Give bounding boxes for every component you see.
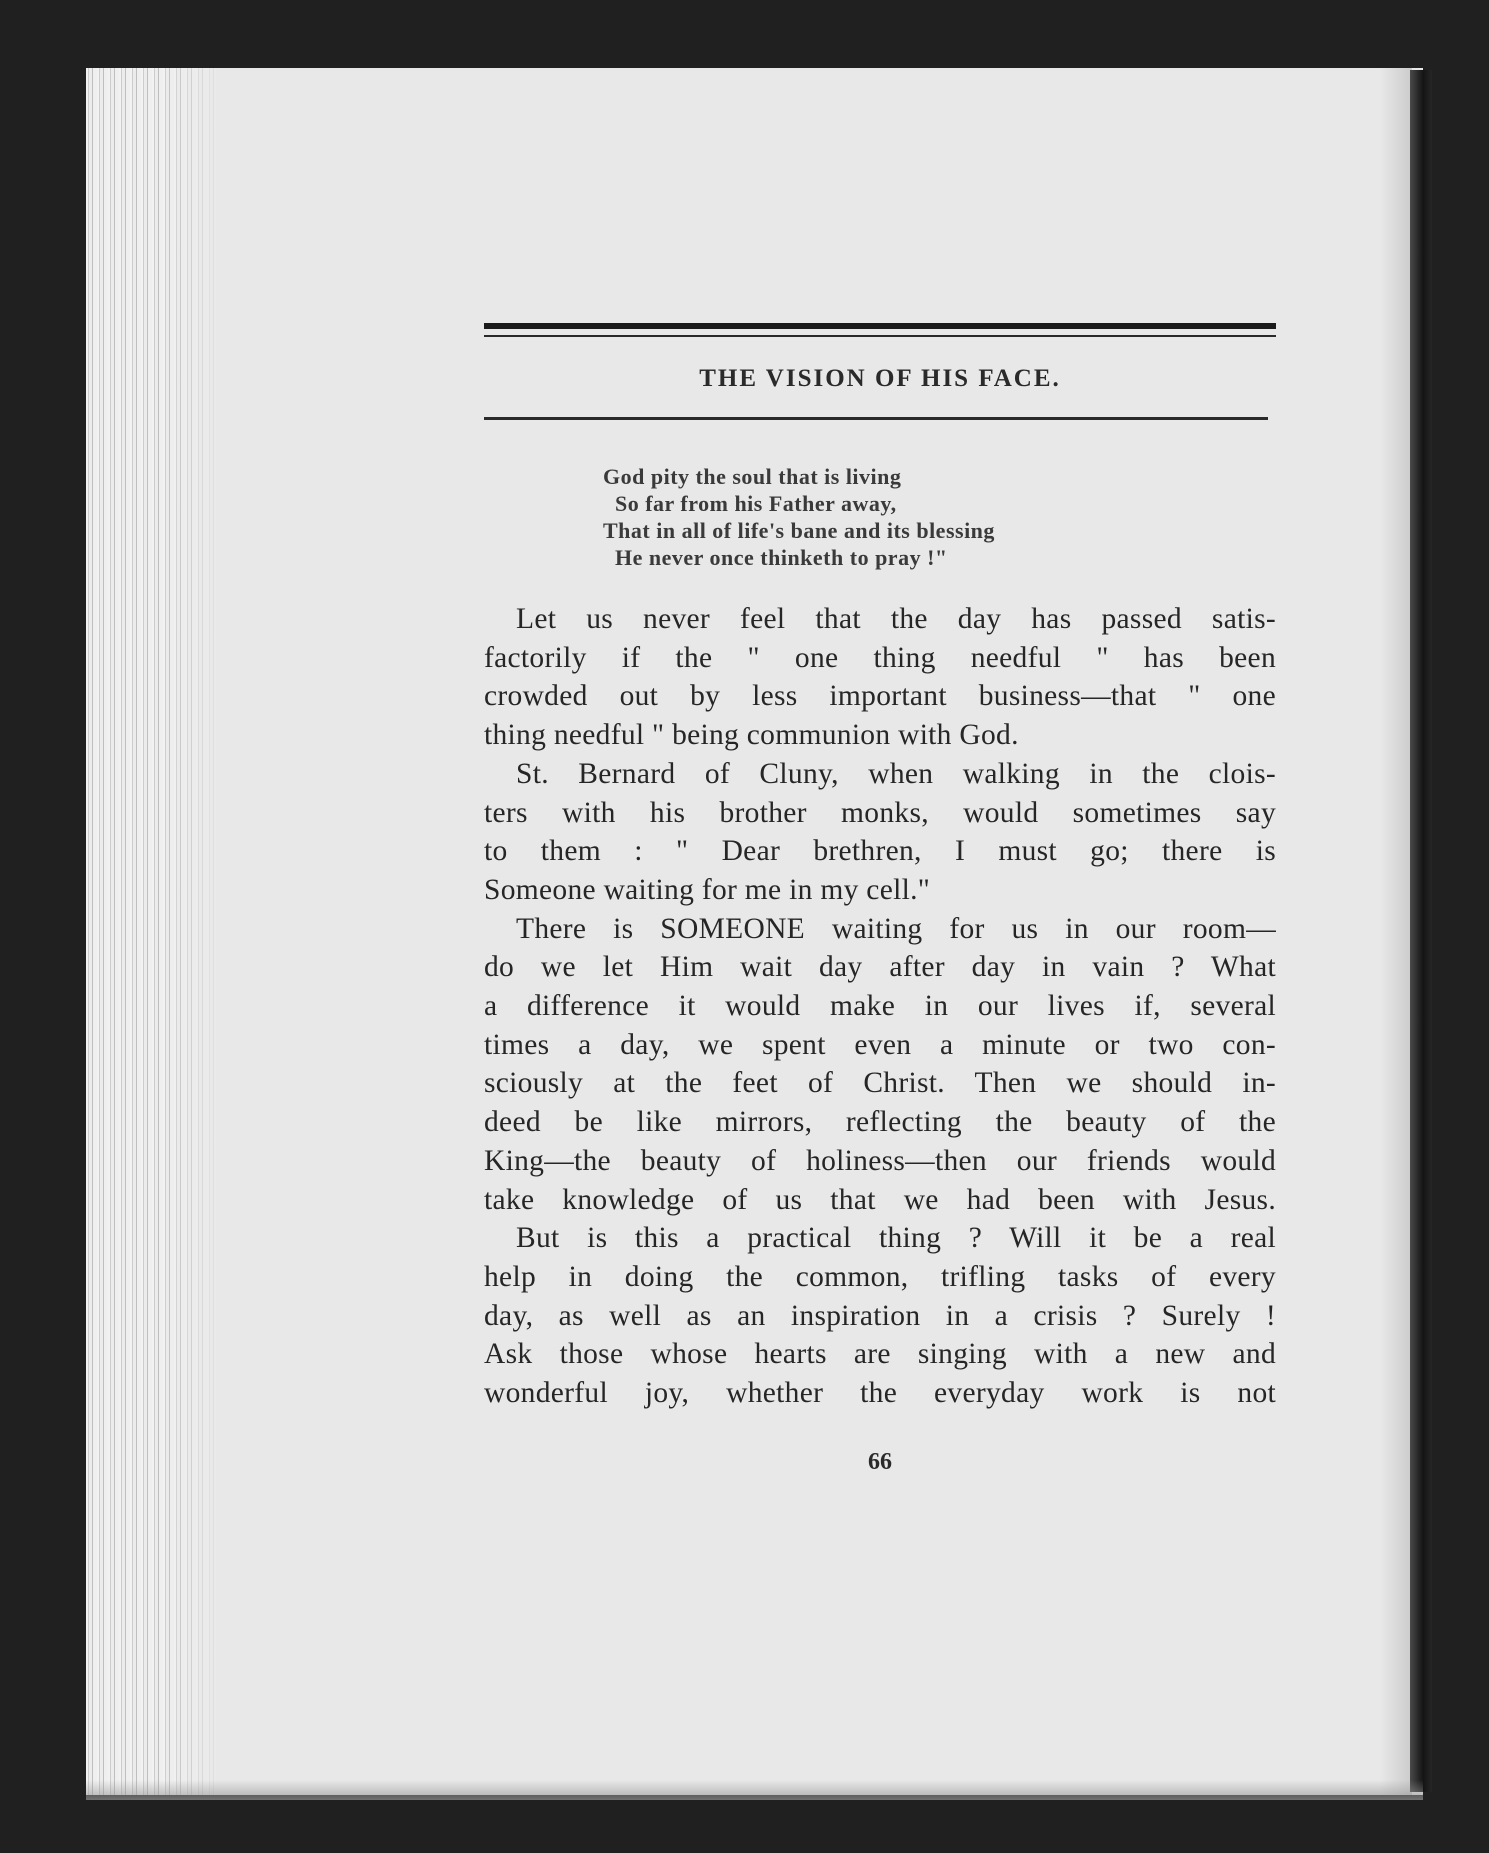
body-text	[484, 600, 1276, 1413]
verse-block	[603, 463, 1203, 571]
text-line: Someone waiting for me in my cell."	[484, 873, 931, 906]
text-line: But is this a practical thing ? Will it be a real	[516, 1222, 1276, 1255]
text-line: do we let Him wait day after day in vain ? What	[484, 951, 1276, 984]
page-edges-fade	[160, 68, 230, 1795]
text-line: factorily if the " one thing needful " has been	[484, 641, 1276, 674]
header-rule-thick	[484, 323, 1276, 329]
text-line: ters with his brother monks, would sometimes say	[484, 796, 1276, 829]
verse-line: That in all of life's bane and its blessing	[603, 518, 995, 543]
text-line: St. Bernard of Cluny, when walking in the clois-	[516, 757, 1276, 790]
header-rule-thin	[484, 335, 1276, 337]
header-rule-bottom	[484, 417, 1268, 420]
text-line: take knowledge of us that we had been with Jesus.	[484, 1183, 1276, 1216]
text-line: times a day, we spent even a minute or two con-	[484, 1028, 1276, 1061]
text-line: Ask those whose hearts are singing with a new and	[484, 1338, 1276, 1371]
page-number: 66	[868, 1449, 892, 1475]
text-line: crowded out by less important business—that " one	[484, 680, 1276, 713]
text-line: There is SOMEONE waiting for us in our room—	[516, 912, 1276, 945]
text-line: thing needful " being communion with God.	[484, 719, 1019, 752]
verse-line: He never once thinketh to pray !"	[603, 545, 948, 570]
book-spine	[1410, 70, 1432, 1792]
text-line: a difference it would make in our lives if, several	[484, 990, 1276, 1023]
text-line: wonderful joy, whether the everyday work is not	[484, 1377, 1276, 1410]
text-line: to them : " Dear brethren, I must go; there is	[484, 835, 1276, 868]
text-line: deed be like mirrors, reflecting the beauty of the	[484, 1106, 1276, 1139]
page-bottom-shadow	[86, 1780, 1423, 1800]
verse-line: God pity the soul that is living	[603, 464, 902, 489]
verse-line: So far from his Father away,	[603, 491, 897, 516]
text-line: King—the beauty of holiness—then our friends would	[484, 1144, 1276, 1177]
text-line: help in doing the common, trifling tasks of every	[484, 1260, 1276, 1293]
gutter-shadow	[1380, 68, 1412, 1795]
text-line: Let us never feel that the day has passed satis-	[516, 603, 1276, 635]
text-line: day, as well as an inspiration in a crisis ? Surely !	[484, 1299, 1276, 1332]
running-title: THE VISION OF HIS FACE.	[699, 365, 1061, 392]
text-line: sciously at the feet of Christ. Then we should in-	[484, 1067, 1276, 1100]
